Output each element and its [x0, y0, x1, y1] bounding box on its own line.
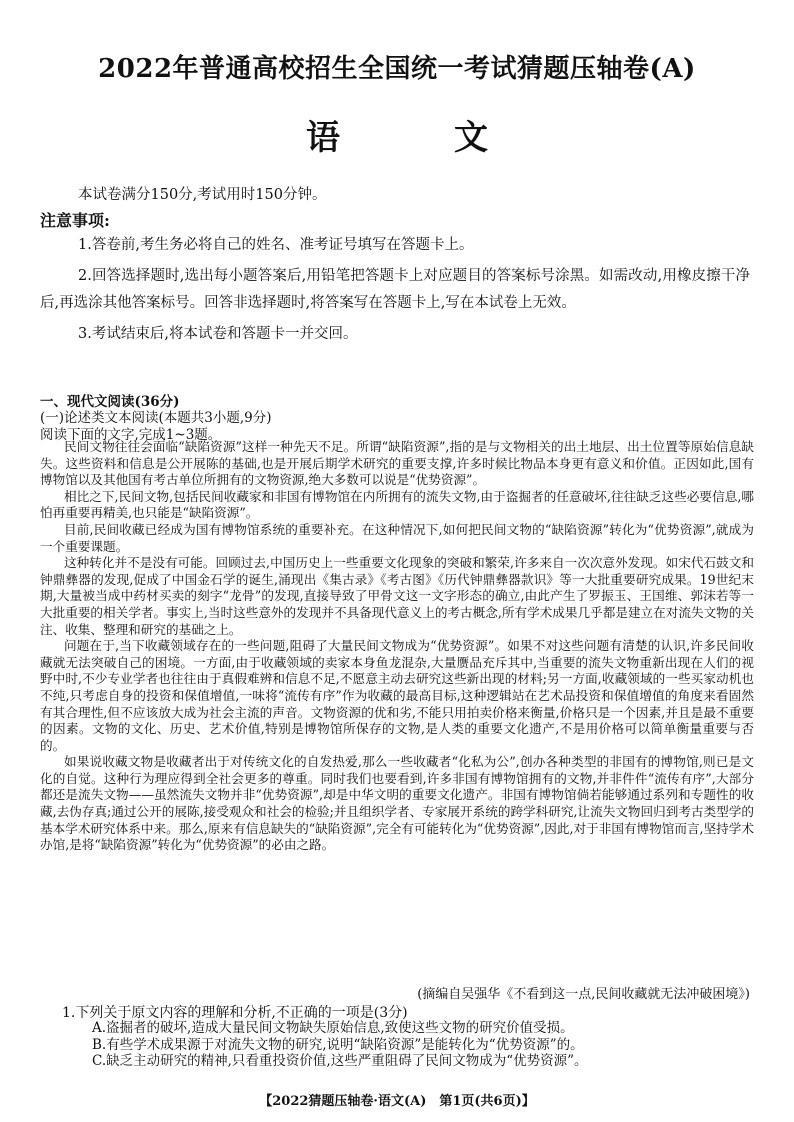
reading-instruction: 阅读下面的文字,完成1~3题。 — [40, 427, 222, 443]
exam-intro: 本试卷满分150分,考试用时150分钟。 — [78, 187, 327, 203]
page-footer: 【2022猜题压轴卷·语文(A) 第1页(共6页)】 — [259, 1094, 535, 1109]
subsection-heading: (一)论述类文本阅读(本题共3小题,9分) — [40, 410, 272, 426]
notice-list — [40, 232, 750, 348]
passage-paragraph: 民间文物往往会面临“缺陷资源”这样一种先天不足。所谓“缺陷资源”,指的是与文物相关的出土地层、出土位置等原始信息缺失。这些资料和信息是公开展陈的基础,也是开展后期学术研究的重要支撑,许多时候比物品本身更有意义和价值。正因如此,国有博物馆以及其他国有考古单位所拥有的文物资源,绝大多数可以说是“优势资源”。 — [40, 439, 754, 488]
notice-item: 1.答卷前,考生务必将自己的姓名、准考证号填写在答题卡上。 — [78, 237, 474, 253]
question-option: B.有些学术成果源于对流失文物的研究,说明“缺陷资源”是能转化为“优势资源”的。 — [92, 1036, 584, 1053]
question-options — [92, 1020, 752, 1070]
passage-paragraph: 问题在于,当下收藏领域存在的一些问题,阻碍了大量民间文物成为“优势资源”。如果不对这些问题有清楚的认识,许多民间收藏就无法突破自己的困境。一方面,由于收藏领域的卖家本身鱼龙混杂,大量赝品充斥其中,当重要的流失文物重新出现在人们的视野中时,不少专业学者也往往由于真假难辨和信息不足,不愿意主动去研究这些新出现的材料;另一方面,收藏领域的一些买家动机也不纯,只考虑自身的投资和保值增值,一味将“流传有序”作为收藏的最高目标,这种逻辑站在艺术品投资和保值增值的角度来看固然有其合理性,但不应该放大成为社会主流的声音。文物资源的优和劣,不能只用拍卖价格来衡量,价格只是一个因素,并且是最不重要的因素。文物的文化、历史、艺术价值,特别是博物馆所保存的文物,是人类的重要文化遗产,不是用价格可以简单衡量重要与否的。 — [40, 638, 754, 753]
passage-paragraph: 相比之下,民间文物,包括民间收藏家和非国有博物馆在内所拥有的流失文物,由于盗掘者的任意破坏,往往缺乏这些必要信息,哪怕再重要再精美,也只能是“缺陷资源”。 — [40, 488, 754, 521]
reading-passage — [40, 439, 754, 854]
notice-item: 2.回答选择题时,选出每小题答案后,用铅笔把答题卡上对应题目的答案标号涂黑。如需改动,用橡皮擦干净后,再选涂其他答案标号。回答非选择题时,将答案写在答题卡上,写在本试卷上无效。 — [40, 268, 750, 311]
passage-paragraph: 目前,民间收藏已经成为国有博物馆系统的重要补充。在这种情况下,如何把民间文物的“缺陷资源”转化为“优势资源”,就成为一个重要课题。 — [40, 521, 754, 554]
subject-title: 语 文 — [306, 118, 528, 158]
passage-paragraph: 如果说收藏文物是收藏者出于对传统文化的自发热爱,那么一些收藏者“化私为公”,创办各种类型的非国有的博物馆,则已是文化的自觉。这种行为理应得到全社会更多的尊重。同时我们也要看到,许多非国有博物馆拥有的文物,并非件件“流传有序”,大部分都还是流失文物——虽然流失文物并非“优势资源”,却是中华文明的重要文化遗产。非国有博物馆倘若能够通过系列和专题性的收藏,去伪存真;通过公开的展陈,接受观众和社会的检验;并且组织学者、专家展开系统的跨学科研究,让流失文物回归到考古类型学的基本学术研究体系中来。那么,原来有信息缺失的“缺陷资源”,完全有可能转化为“优势资源”,因此,对于非国有博物馆而言,坚持学术办馆,是将“缺陷资源”转化为“优势资源”的必由之路。 — [40, 754, 754, 853]
passage-paragraph: 这种转化并不是没有可能。回顾过去,中国历史上一些重要文化现象的突破和繁荣,许多来自一次次意外发现。如宋代石鼓文和钟鼎彝器的发现,促成了中国金石学的诞生,涌现出《集古录》《考古图》《历代钟鼎彝器款识》等一大批重要研究成果。19世纪末期,大量被当成中药材买卖的刻字“龙骨”的发现,直接导致了甲骨文这一文字形态的确立,由此产生了罗振玉、王国维、郭沫若等一大批重要的相关学者。事实上,当时这些意外的发现并不具备现代意义上的考古概念,所有学术成果几乎都是建立在对流失文物的关注、收集、整理和研究的基础之上。 — [40, 555, 754, 637]
passage-source: (摘编自吴强华《不看到这一点,民间收藏就无法冲破困境》) — [417, 987, 750, 1002]
question-stem: 1.下列关于原文内容的理解和分析,不正确的一项是(3分) — [62, 1005, 408, 1021]
question-option: A.盗掘者的破坏,造成大量民间文物缺失原始信息,致使这些文物的研究价值受损。 — [92, 1020, 574, 1036]
exam-title: 2022年普通高校招生全国统一考试猜题压轴卷(A) — [98, 54, 696, 84]
notice-title: 注意事项: — [40, 211, 110, 230]
question-option: C.缺乏主动研究的精神,只看重投资价值,这些严重阻碍了民间文物成为“优势资源”。 — [92, 1053, 588, 1069]
section-heading: 一、现代文阅读(36分) — [40, 394, 180, 410]
notice-item: 3.考试结束后,将本试卷和答题卡一并交回。 — [78, 326, 358, 342]
